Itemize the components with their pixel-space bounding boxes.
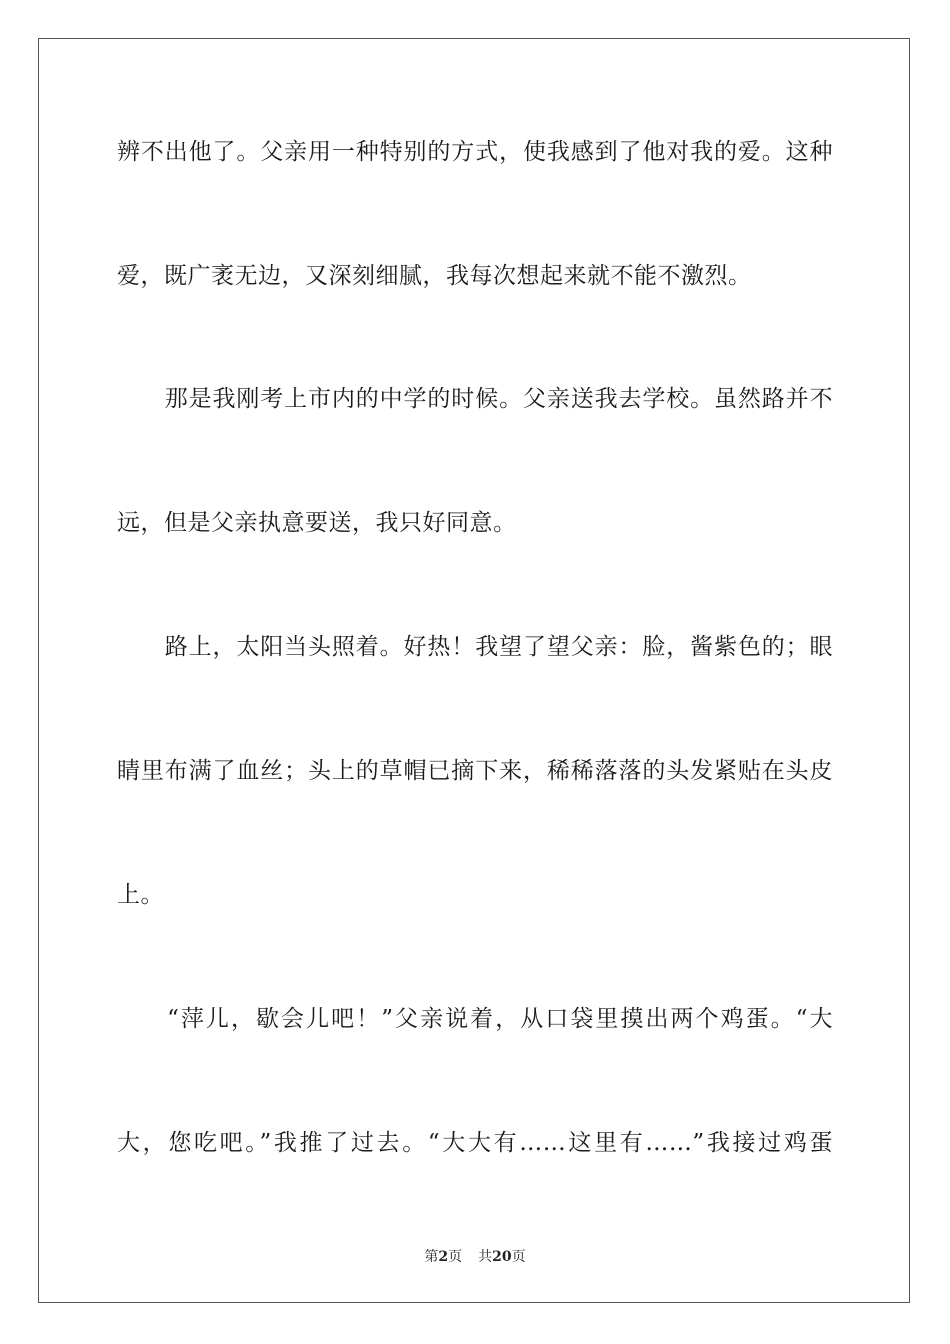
body-line-8: “萍儿，歇会儿吧！”父亲说着，从口袋里摸出两个鸡蛋。“大 [117, 1006, 833, 1032]
footer-page-prefix: 第 [424, 1249, 439, 1265]
footer-page-number: 2 [438, 1249, 449, 1265]
body-line-3: 那是我刚考上市内的中学的时候。父亲送我去学校。虽然路并不 [117, 386, 833, 412]
body-line-5: 路上，太阳当头照着。好热！我望了望父亲：脸，酱紫色的；眼 [117, 634, 833, 660]
body-line-4: 远，但是父亲执意要送，我只好同意。 [117, 510, 517, 536]
footer-total-pages: 20 [492, 1249, 512, 1265]
body-line-9: 大，您吃吧。”我推了过去。“大大有……这里有……”我接过鸡蛋 [117, 1130, 833, 1156]
page-frame [38, 38, 910, 1303]
body-line-6: 睛里布满了血丝；头上的草帽已摘下来，稀稀落落的头发紧贴在头皮 [117, 758, 833, 784]
footer-page-suffix: 页 [448, 1249, 463, 1265]
body-line-7: 上。 [117, 882, 164, 908]
body-line-2: 爱，既广袤无边，又深刻细腻，我每次想起来就不能不激烈。 [117, 263, 752, 289]
footer-total-suffix: 页 [511, 1249, 526, 1265]
footer-total-prefix: 共 [478, 1249, 493, 1265]
body-line-1: 辨不出他了。父亲用一种特别的方式，使我感到了他对我的爱。这种 [117, 139, 833, 165]
page-footer [0, 1248, 950, 1266]
